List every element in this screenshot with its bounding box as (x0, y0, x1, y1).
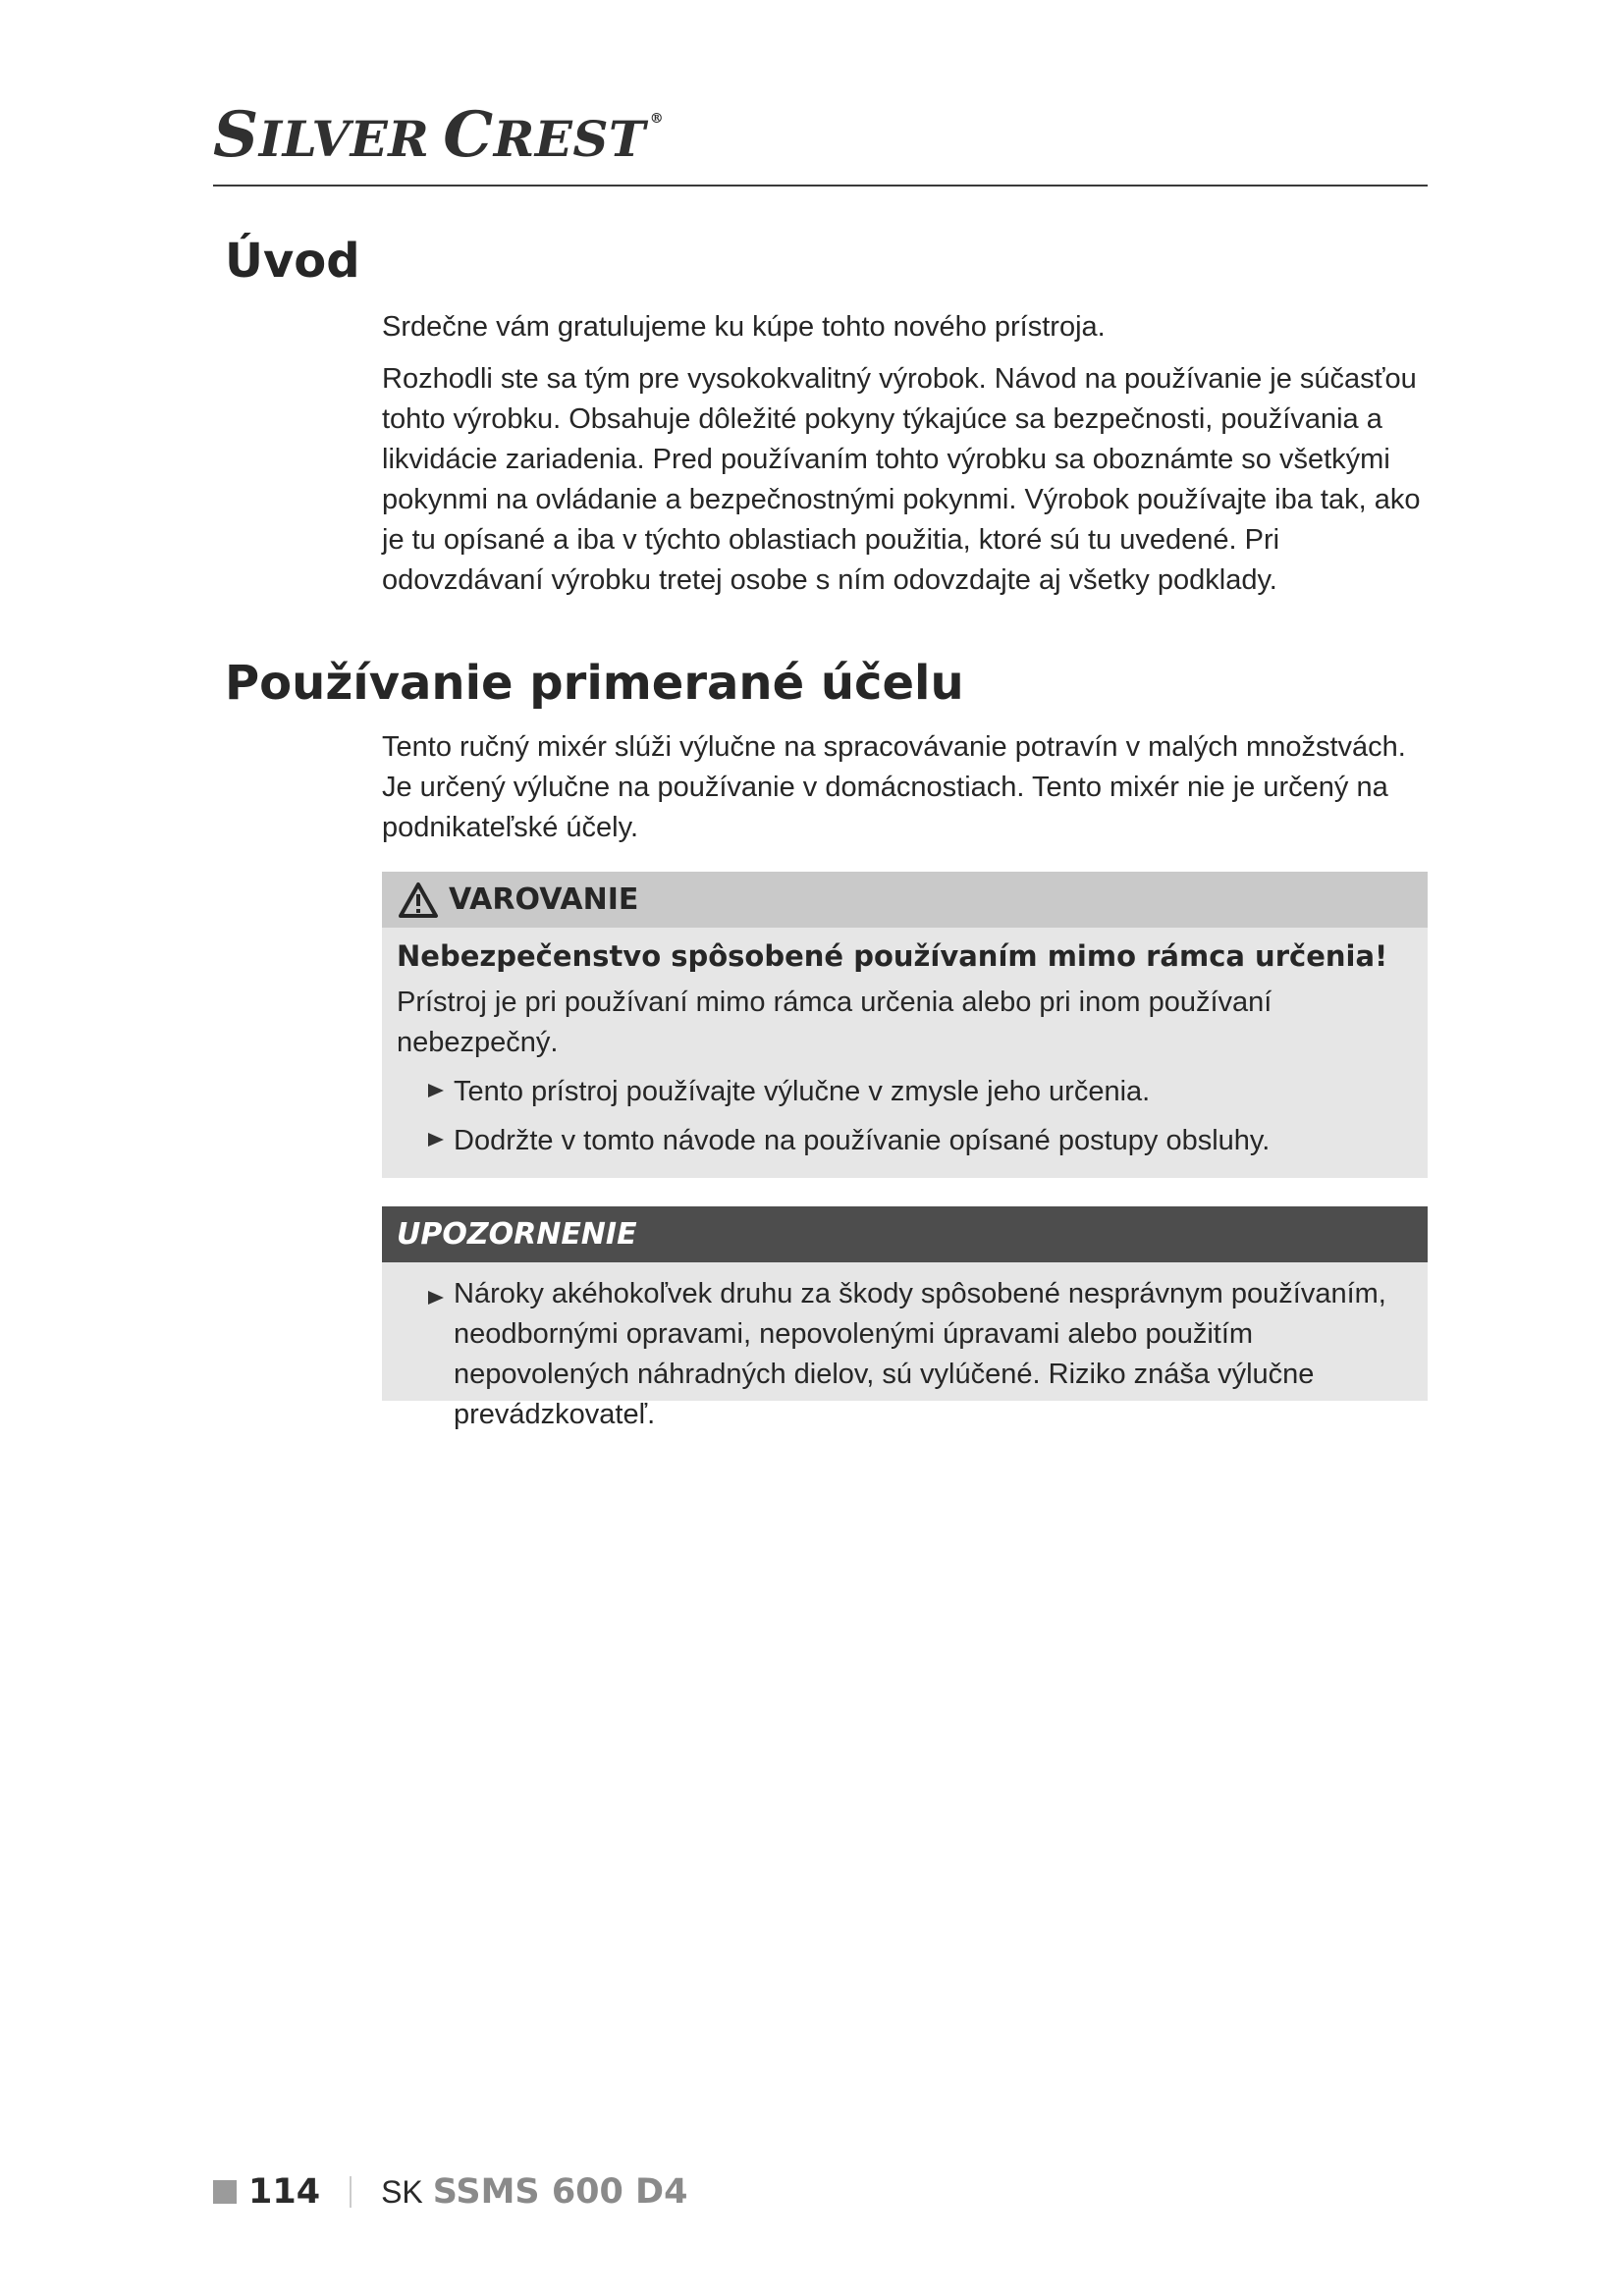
intro-paragraph-1: Srdečne vám gratulujeme ku kúpe tohto nového prístroja. (382, 311, 1106, 343)
intended-use-paragraph: Tento ručný mixér slúži výlučne na spracovávanie potravín v malých množstvách. Je určený výlučne na používanie v domácnostiach. Tento mixér nie je určený na podnikateľské účely. (382, 731, 1406, 843)
intro-heading: Úvod (225, 234, 360, 289)
notice-bullet-text: Nároky akéhokoľvek druhu za škody spôsobené nesprávnym používaním, neodbornými opravami, nepovolenými úpravami alebo použitím nepovolených náhradných dielov, sú vylúčené. Riziko znáša výlučne prevádzkovateľ. (454, 1278, 1386, 1430)
arrow-bullet-icon (428, 1084, 444, 1097)
notice-bullet (382, 1262, 1428, 1435)
language-code: SK (381, 2173, 423, 2210)
logo-s: S (213, 98, 259, 172)
page-footer (213, 2172, 687, 2212)
registered-mark: ® (649, 111, 665, 127)
intro-section (382, 307, 1425, 601)
logo-ilver: ILVER (258, 110, 430, 168)
warning-bullet (397, 1121, 1414, 1161)
arrow-bullet-icon (428, 1133, 444, 1147)
page-number: 114 (248, 2172, 321, 2212)
warning-bullet-text: Tento prístroj používajte výlučne v zmysle jeho určenia. (454, 1076, 1151, 1107)
warning-triangle-icon (398, 881, 439, 919)
intended-use-section (382, 727, 1425, 848)
logo-c: C (443, 98, 494, 172)
warning-title: Nebezpečenstvo spôsobené používaním mimo rámca určenia! (397, 939, 1388, 973)
intro-paragraph-2: Rozhodli ste sa tým pre vysokokvalitný výrobok. Návod na používanie je súčasťou tohto výrobku. Obsahuje dôležité pokyny týkajúce sa bezpečnosti, používania a likvidácie zariadenia. Pred používaním tohto výrobku sa oboznámte so všetkými pokynmi na ovládanie a bezpečnostnými pokynmi. Výrobok používajte iba tak, ako je tu opísané a iba v týchto oblastiach použitia, ktoré sú tu uvedené. Pri odovzdávaní výrobku tretej osobe s ním odovzdajte aj všetky podklady. (382, 363, 1421, 596)
warning-header (382, 872, 1428, 928)
notice-box (382, 1206, 1428, 1430)
notice-label: UPOZORNENIE (397, 1217, 637, 1252)
logo-rest: REST (493, 110, 646, 168)
warning-bullet (397, 1072, 1414, 1112)
warning-box (382, 872, 1428, 1178)
warning-bullet-text: Dodržte v tomto návode na používanie opísané postupy obsluhy. (454, 1125, 1271, 1156)
model-name: SSMS 600 D4 (432, 2172, 688, 2212)
footer-square-icon (213, 2180, 237, 2204)
arrow-bullet-icon (428, 1291, 444, 1305)
intended-use-heading: Používanie primerané účelu (225, 656, 964, 711)
silvercrest-logo (213, 98, 665, 172)
warning-text: Prístroj je pri používaní mimo rámca určenia alebo pri inom používaní nebezpečný. (397, 987, 1272, 1058)
warning-label: VAROVANIE (449, 882, 639, 917)
notice-header (382, 1206, 1428, 1262)
header-rule (213, 185, 1428, 187)
footer-divider (350, 2176, 352, 2208)
